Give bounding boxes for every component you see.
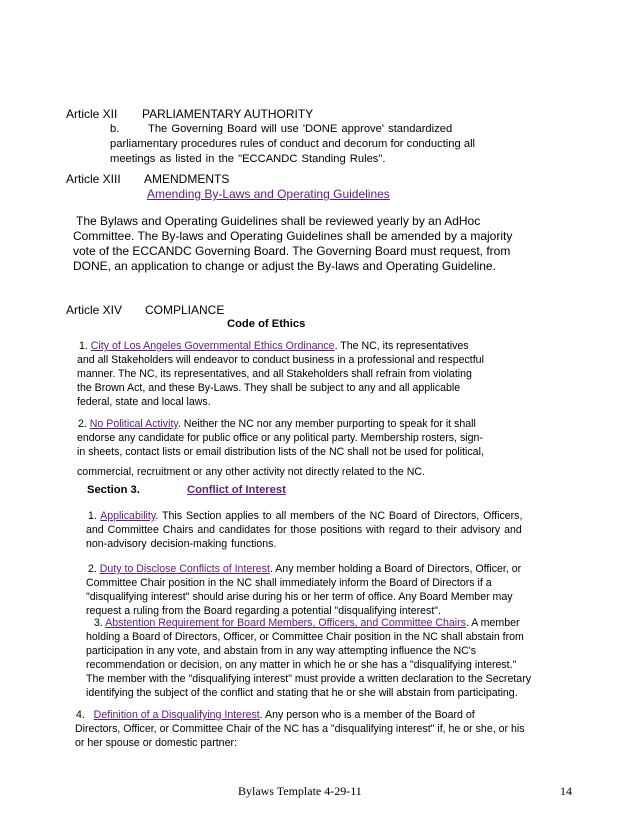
page-number: 14 xyxy=(560,784,572,798)
article-13-label: Article XIII xyxy=(66,172,121,186)
coi-p1-line1: 1. Applicability. This Section applies to all members of the NC Board of Directors, Officers, xyxy=(88,510,523,522)
ethics-p1-line1: 1. City of Los Angeles Governmental Ethics Ordinance. The NC, its representatives xyxy=(79,340,469,352)
coi-p3-line: participation in any vote, and abstain from in any way attempting influence the NC's xyxy=(86,645,477,657)
applicability-link[interactable]: Applicability xyxy=(100,510,156,522)
ethics-p1-line: manner. The NC, its representatives, and all Stakeholders shall refrain from violating xyxy=(77,368,472,380)
ethics-p1-line: federal, state and local laws. xyxy=(77,396,211,408)
coi-p2-line: request a ruling from the Board regarding a potential "disqualifying interest". xyxy=(86,605,441,617)
ethics-p1-line: the Brown Act, and these By-Laws. They shall be subject to any and all applicable xyxy=(77,382,461,394)
article-12-line: The Governing Board will use 'DONE approve' standardized xyxy=(148,123,453,135)
ethics-heading: Code of Ethics xyxy=(227,318,306,330)
article-12-title: PARLIAMENTARY AUTHORITY xyxy=(142,107,314,121)
coi-p3-line: holding a Board of Directors, Officer, or Committee Chair position in the NC shall abstain from xyxy=(86,631,524,643)
article-12-label: Article XII xyxy=(66,107,118,121)
coi-p4-line: or her spouse or domestic partner: xyxy=(75,737,237,749)
coi-p3-line: The member with the "disqualifying interest" must provide a written declaration to the Secretary xyxy=(86,673,532,685)
coi-p4-line1: 4. Definition of a Disqualifying Interest. Any person who is a member of the Board of xyxy=(76,709,475,721)
disqualifying-interest-link[interactable]: Definition of a Disqualifying Interest xyxy=(93,709,260,721)
ethics-p1-line: and all Stakeholders will endeavor to conduct business in a professional and respectful xyxy=(77,354,484,366)
article-14-label: Article XIV xyxy=(66,303,123,317)
coi-p1-line: non-advisory decision-making functions. xyxy=(86,538,277,550)
article-12-line: parliamentary procedures rules of conduct and decorum for conducting all xyxy=(110,138,476,150)
article-13-line: The Bylaws and Operating Guidelines shall be reviewed yearly by an AdHoc xyxy=(76,214,481,228)
article-13-subtitle: Amending By-Laws and Operating Guidelines xyxy=(147,187,390,201)
coi-p3-line: recommendation or decision, on any matter in which he or she has a "disqualifying interest." xyxy=(86,659,517,671)
abstention-requirement-link[interactable]: Abstention Requirement for Board Members, Officers, and Committee Chairs xyxy=(105,617,466,629)
ethics-p2-line: endorse any candidate for public office or any political party. Membership rosters, sign- xyxy=(77,432,483,444)
article-13-line: vote of the ECCANDC Governing Board. The Governing Board must request, from xyxy=(73,244,511,258)
coi-p3-line1: 3. Abstention Requirement for Board Members, Officers, and Committee Chairs. A member xyxy=(94,617,520,629)
article-12-item-b-marker: b. xyxy=(110,123,120,135)
article-12-line: meetings as listed in the "ECCANDC Standing Rules". xyxy=(110,153,386,165)
article-13-title: AMENDMENTS xyxy=(144,172,230,186)
footer-doc-name: Bylaws Template 4-29-11 xyxy=(238,784,362,798)
duty-to-disclose-link[interactable]: Duty to Disclose Conflicts of Interest xyxy=(99,563,270,575)
coi-p4-line: Directors, Officer, or Committee Chair of the NC has a "disqualifying interest" if, he or she, or his xyxy=(75,723,525,735)
coi-p3-line: identifying the subject of the conflict and stating that he or she will abstain from participating. xyxy=(86,687,518,699)
section-3-label: Section 3. xyxy=(87,484,140,496)
coi-p2-line1: 2. Duty to Disclose Conflicts of Interest. Any member holding a Board of Directors, Officer, or xyxy=(88,563,522,575)
ethics-p2-line: commercial, recruitment or any other activity not directly related to the NC. xyxy=(77,466,425,478)
no-political-activity-link[interactable]: No Political Activity xyxy=(89,418,178,430)
ethics-p2-line: in sheets, contact lists or email distribution lists of the NC shall not be used for political, xyxy=(77,446,484,458)
ethics-ordinance-link[interactable]: City of Los Angeles Governmental Ethics Ordinance xyxy=(90,340,335,352)
article-13-line: DONE, an application to change or adjust the By-laws and Operating Guideline. xyxy=(73,259,496,273)
section-3-title: Conflict of Interest xyxy=(187,484,286,496)
coi-p2-line: Committee Chair position in the NC shall immediately inform the Board of Directors if a xyxy=(86,577,492,589)
coi-p2-line: "disqualifying interest" should arise during his or her term of office. Any Board Member may xyxy=(86,591,513,603)
ethics-p2-line1: 2. No Political Activity. Neither the NC nor any member purporting to speak for it shall xyxy=(78,418,476,430)
article-13-line: Committee. The By-laws and Operating Guidelines shall be amended by a majority xyxy=(73,229,513,243)
article-14-title: COMPLIANCE xyxy=(145,303,225,317)
coi-p1-line: and Committee Chairs and candidates for those positions with regard to their advisory and xyxy=(86,524,522,536)
